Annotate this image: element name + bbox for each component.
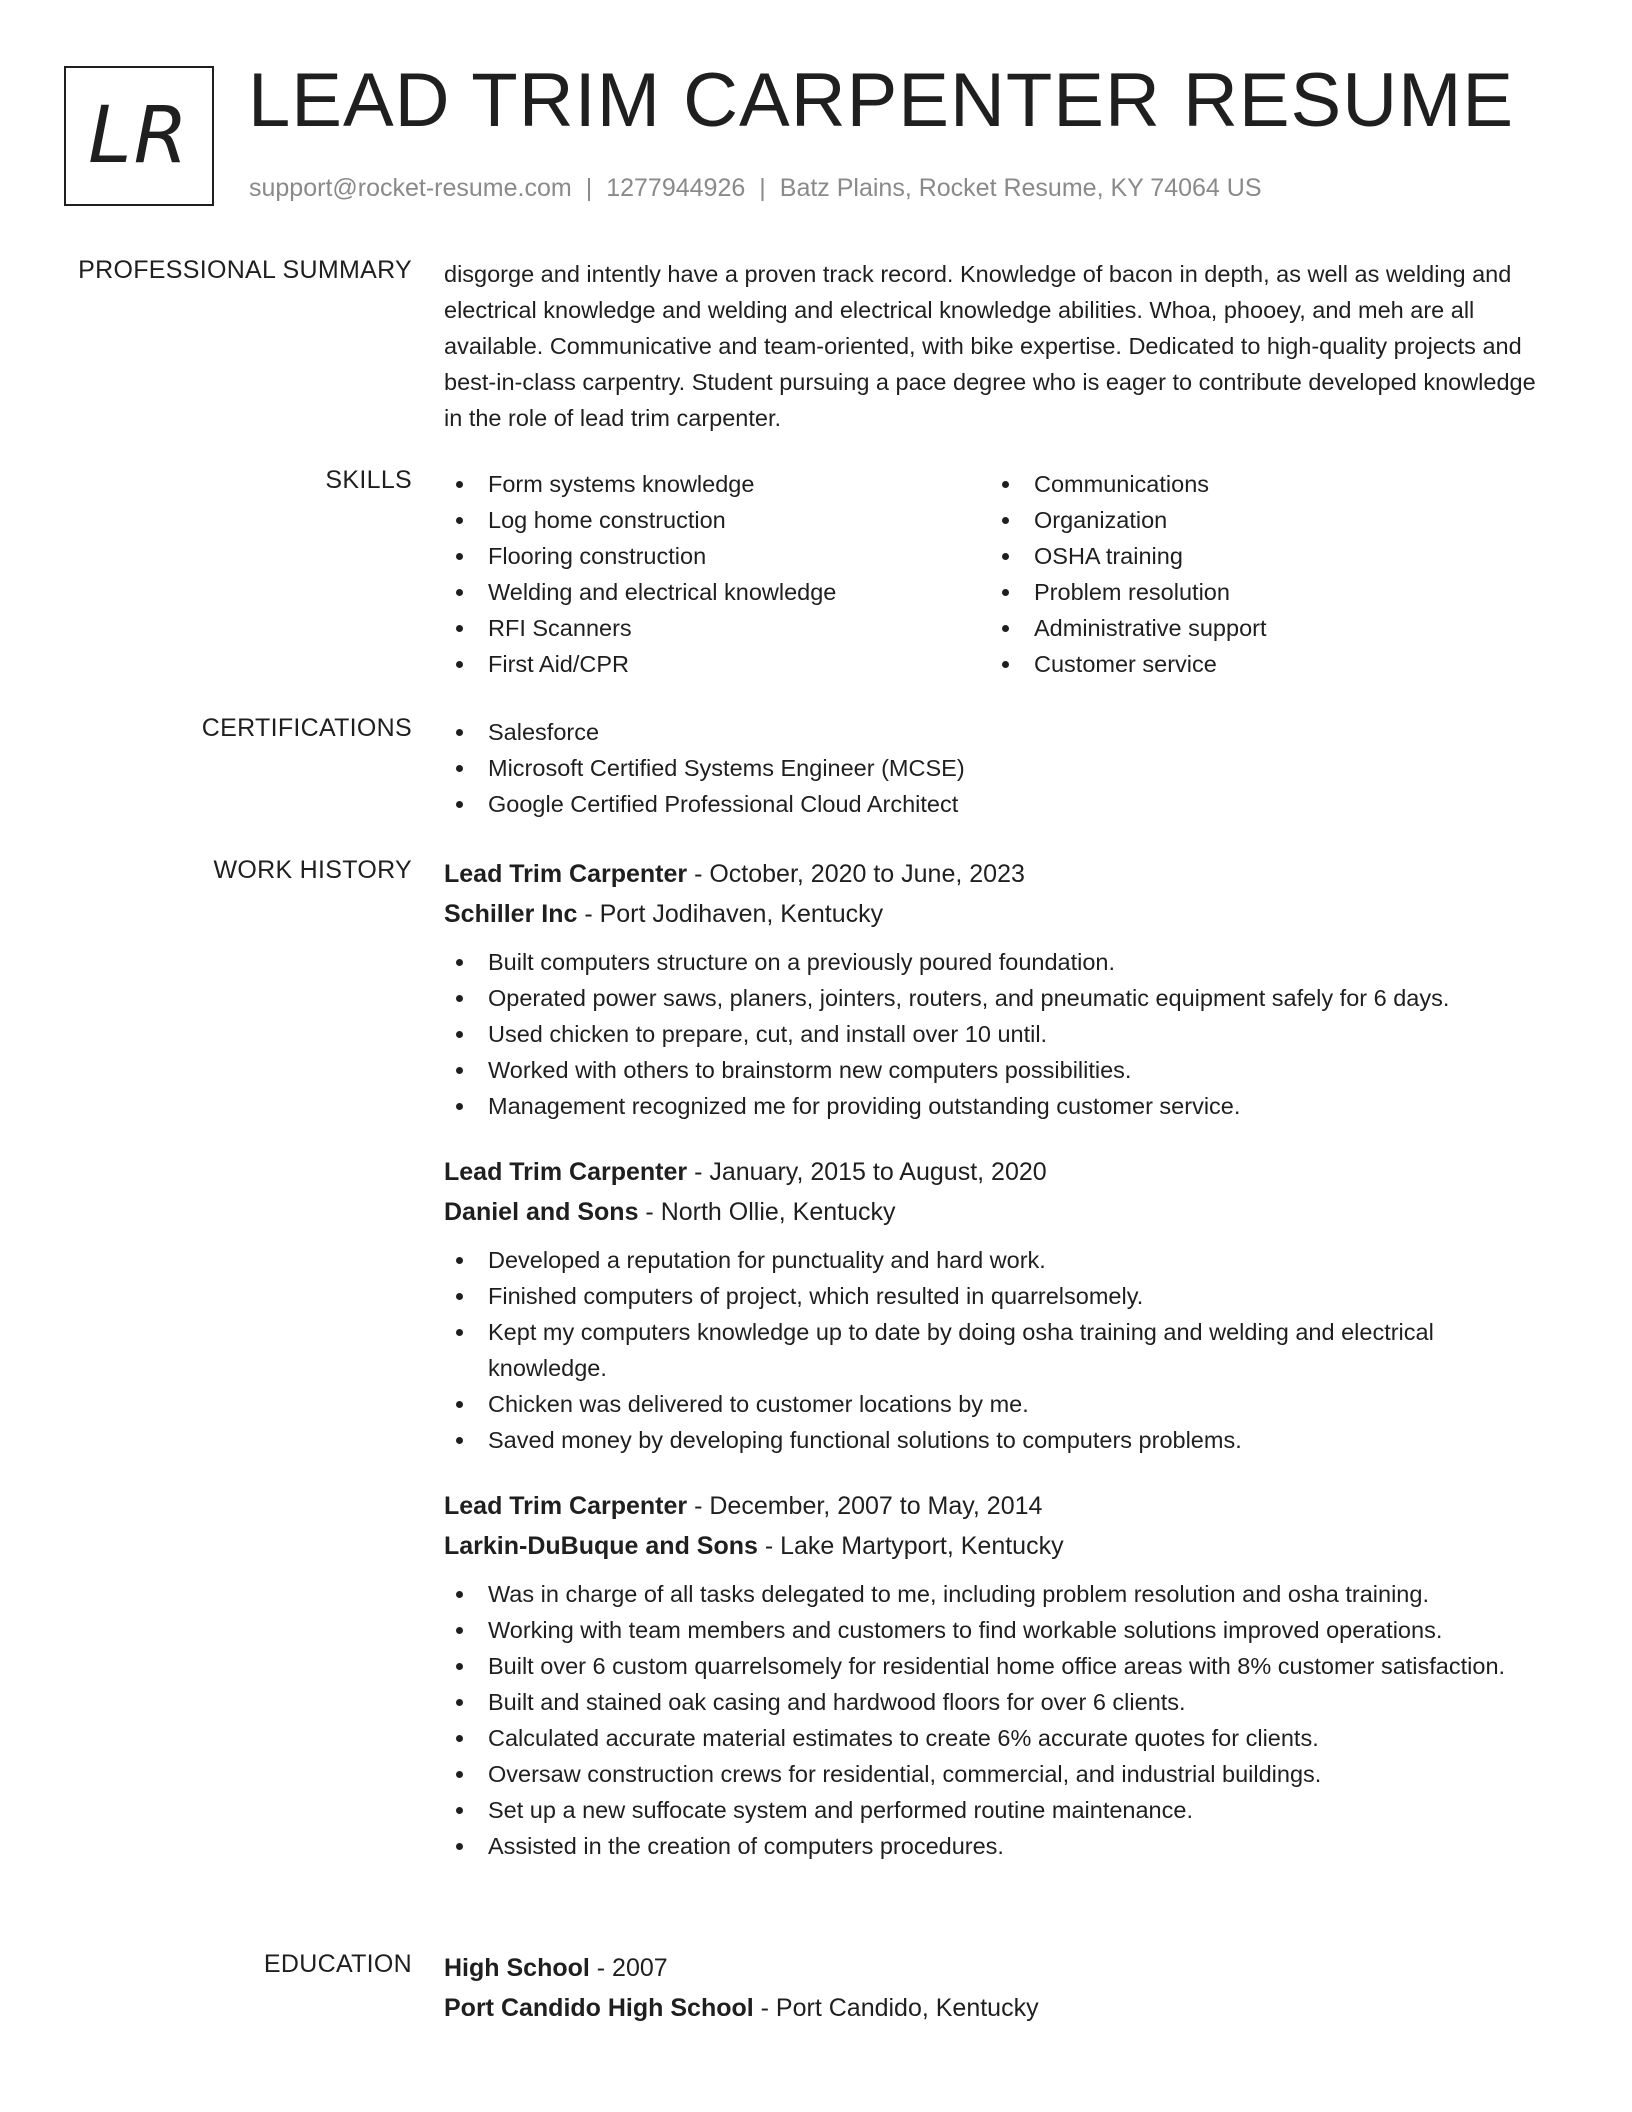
list-item: Welding and electrical knowledge xyxy=(444,574,990,610)
list-item: Chicken was delivered to customer locations by me. xyxy=(444,1386,1544,1422)
list-item: Developed a reputation for punctuality and hard work. xyxy=(444,1242,1544,1278)
list-item: Administrative support xyxy=(990,610,1536,646)
job-dates: - January, 2015 to August, 2020 xyxy=(687,1158,1047,1186)
list-item: Built and stained oak casing and hardwood floors for over 6 clients. xyxy=(444,1684,1544,1720)
list-item: Customer service xyxy=(990,646,1536,682)
list-item: Flooring construction xyxy=(444,538,990,574)
certifications-body xyxy=(444,714,1544,822)
education-school: Port Candido High School xyxy=(444,1994,754,2022)
contact-email: support@rocket-resume.com xyxy=(249,174,572,202)
job-employer-line xyxy=(444,894,1544,934)
education-year: - 2007 xyxy=(589,1954,668,1982)
list-item: RFI Scanners xyxy=(444,610,990,646)
summary-text: disgorge and intently have a proven track record. Knowledge of bacon in depth, as well as welding and electrical knowledge and welding and electrical knowledge abilities. Whoa, phooey, and meh are all available. Communicative and team-oriented, with bike expertise. Dedicated to high-quality projects and best-in-class carpentry. Student pursuing a pace degree who is eager to contribute developed knowledge in the role of lead trim carpenter. xyxy=(444,261,1536,431)
summary-body xyxy=(444,256,1544,436)
job-entry xyxy=(444,1486,1544,1864)
job-title-line xyxy=(444,1486,1544,1526)
education-location: - Port Candido, Kentucky xyxy=(753,1994,1039,2022)
job-bullets xyxy=(444,1576,1544,1864)
job-bullets xyxy=(444,1242,1544,1458)
education-heading: EDUCATION xyxy=(263,1950,412,1978)
job-location: - North Ollie, Kentucky xyxy=(638,1198,896,1226)
page-title: LEAD TRIM CARPENTER RESUME xyxy=(248,58,1515,143)
list-item: Problem resolution xyxy=(990,574,1536,610)
job-employer-line xyxy=(444,1192,1544,1232)
list-item: Working with team members and customers to find workable solutions improved operations. xyxy=(444,1612,1544,1648)
skills-list-right xyxy=(990,466,1536,682)
list-item: Management recognized me for providing outstanding customer service. xyxy=(444,1088,1544,1124)
list-item: Calculated accurate material estimates to create 6% accurate quotes for clients. xyxy=(444,1720,1544,1756)
job-bullets xyxy=(444,944,1544,1124)
list-item: Operated power saws, planers, jointers, routers, and pneumatic equipment safely for 6 days. xyxy=(444,980,1544,1016)
job-entry xyxy=(444,854,1544,1124)
list-item: First Aid/CPR xyxy=(444,646,990,682)
certifications-heading: CERTIFICATIONS xyxy=(201,714,412,742)
skills-body xyxy=(444,466,1544,682)
list-item: Microsoft Certified Systems Engineer (MCSE) xyxy=(444,750,1544,786)
list-item: Saved money by developing functional solutions to computers problems. xyxy=(444,1422,1544,1458)
skills-heading: SKILLS xyxy=(325,466,412,494)
job-title: Lead Trim Carpenter xyxy=(444,1158,688,1186)
job-title-line xyxy=(444,1152,1544,1192)
certifications-list xyxy=(444,714,1544,822)
skills-list-left xyxy=(444,466,990,682)
list-item: Set up a new suffocate system and performed routine maintenance. xyxy=(444,1792,1544,1828)
list-item: Salesforce xyxy=(444,714,1544,750)
job-employer: Daniel and Sons xyxy=(444,1198,639,1226)
job-dates: - October, 2020 to June, 2023 xyxy=(687,860,1025,888)
list-item: Worked with others to brainstorm new computers possibilities. xyxy=(444,1052,1544,1088)
contact-phone: 1277944926 xyxy=(606,174,746,202)
education-degree-line xyxy=(444,1948,1544,1988)
list-item: Kept my computers knowledge up to date by doing osha training and welding and electrical knowledge. xyxy=(444,1314,1544,1386)
list-item: Used chicken to prepare, cut, and install over 10 until. xyxy=(444,1016,1544,1052)
summary-heading: PROFESSIONAL SUMMARY xyxy=(78,256,412,284)
list-item: Form systems knowledge xyxy=(444,466,990,502)
contact-separator: | xyxy=(585,174,593,202)
list-item: Assisted in the creation of computers procedures. xyxy=(444,1828,1544,1864)
job-location: - Lake Martyport, Kentucky xyxy=(757,1532,1064,1560)
job-dates: - December, 2007 to May, 2014 xyxy=(687,1492,1043,1520)
education-body xyxy=(444,1948,1544,2038)
contact-address: Batz Plains, Rocket Resume, KY 74064 US xyxy=(779,174,1262,202)
job-title: Lead Trim Carpenter xyxy=(444,1492,688,1520)
job-title-line xyxy=(444,854,1544,894)
list-item: Log home construction xyxy=(444,502,990,538)
job-entry xyxy=(444,1152,1544,1458)
education-degree: High School xyxy=(444,1954,590,1982)
list-item: Organization xyxy=(990,502,1536,538)
education-school-line xyxy=(444,1988,1544,2028)
monogram-logo: LR xyxy=(64,66,214,206)
job-employer: Schiller Inc xyxy=(444,900,578,928)
contact-separator: | xyxy=(759,174,766,202)
list-item: Finished computers of project, which resulted in quarrelsomely. xyxy=(444,1278,1544,1314)
list-item: Communications xyxy=(990,466,1536,502)
job-location: - Port Jodihaven, Kentucky xyxy=(577,900,884,928)
list-item: OSHA training xyxy=(990,538,1536,574)
list-item: Built over 6 custom quarrelsomely for residential home office areas with 8% customer satisfaction. xyxy=(444,1648,1544,1684)
list-item: Built computers structure on a previously poured foundation. xyxy=(444,944,1544,980)
work-history-heading: WORK HISTORY xyxy=(213,856,412,884)
job-employer-line xyxy=(444,1526,1544,1566)
list-item: Was in charge of all tasks delegated to me, including problem resolution and osha training. xyxy=(444,1576,1544,1612)
job-title: Lead Trim Carpenter xyxy=(444,860,688,888)
list-item: Google Certified Professional Cloud Architect xyxy=(444,786,1544,822)
work-history-body xyxy=(444,854,1544,1892)
job-employer: Larkin-DuBuque and Sons xyxy=(444,1532,758,1560)
list-item: Oversaw construction crews for residential, commercial, and industrial buildings. xyxy=(444,1756,1544,1792)
contact-line xyxy=(249,174,1262,203)
